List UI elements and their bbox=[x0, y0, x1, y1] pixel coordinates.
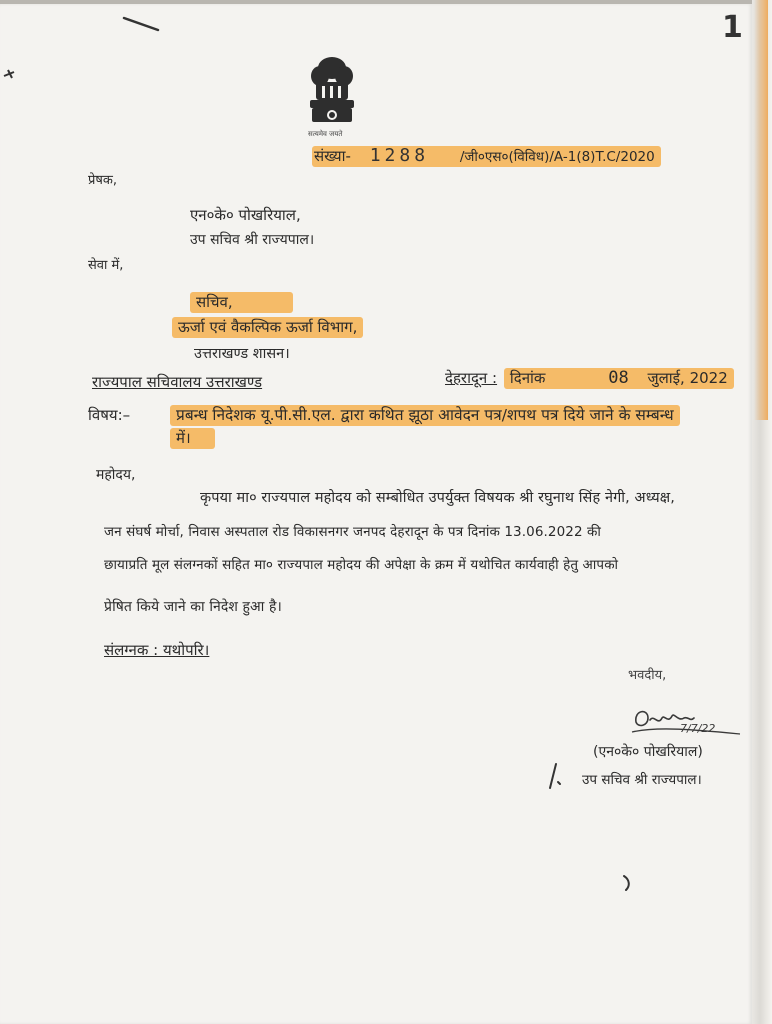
pen-dot-mark bbox=[2, 68, 20, 82]
body-line-4: प्रेषित किये जाने का निदेश हुआ है। bbox=[104, 599, 282, 615]
recipient-line1: सचिव, bbox=[190, 292, 293, 312]
recipient-line3: उत्तराखण्ड शासन। bbox=[194, 346, 290, 362]
closing-yours: भवदीय, bbox=[628, 668, 667, 683]
signature-date: 7/7/22 bbox=[680, 722, 716, 735]
signatory-name: (एन०के० पोखरियाल) bbox=[593, 744, 703, 760]
sender-label: प्रेषक, bbox=[88, 173, 118, 188]
date-label: दिनांक bbox=[509, 369, 546, 387]
sender-designation: उप सचिव श्री राज्यपाल। bbox=[190, 232, 315, 248]
recipient-line2: ऊर्जा एवं वैकल्पिक ऊर्जा विभाग, bbox=[172, 317, 363, 337]
body-line-2: जन संघर्ष मोर्चा, निवास अस्पताल रोड विकासनगर जनपद देहरादून के पत्र दिनांक 13.06.2022 की bbox=[104, 524, 602, 540]
tick-mark bbox=[544, 762, 566, 792]
pen-stroke-mark bbox=[620, 872, 634, 894]
reference-suffix: /जी०एस०(विविध)/A-1(8)T.C/2020 bbox=[459, 149, 655, 165]
date-day: 08 bbox=[608, 368, 629, 388]
sender-name: एन०के० पोखरियाल, bbox=[190, 206, 301, 224]
reference-line bbox=[312, 145, 661, 166]
reference-number: 1288 bbox=[369, 145, 430, 166]
date-month-year: जुलाई, 2022 bbox=[647, 369, 728, 387]
city-label: देहरादून : bbox=[445, 369, 498, 387]
recipient-label: सेवा में, bbox=[88, 258, 124, 273]
salutation: महोदय, bbox=[96, 467, 136, 483]
national-emblem-icon bbox=[300, 52, 364, 142]
reference-label: संख्या- bbox=[314, 147, 351, 165]
pen-stroke-mark bbox=[120, 12, 164, 36]
body-line-3: छायाप्रति मूल संलग्नकों सहित मा० राज्यपाल महोदय की अपेक्षा के क्रम में यथोचित कार्यवाही हेतु आपको bbox=[104, 557, 619, 573]
subject-line1: प्रबन्ध निदेशक यू.पी.सी.एल. द्वारा कथित झूठा आवेदन पत्र/शपथ पत्र दिये जाने के सम्बन्ध bbox=[170, 403, 680, 425]
signatory-designation: उप सचिव श्री राज्यपाल। bbox=[582, 772, 702, 788]
subject-label: विषय:– bbox=[88, 406, 131, 424]
enclosure: संलग्नक : यथोपरि। bbox=[104, 641, 210, 659]
body-line-1: कृपया मा० राज्यपाल महोदय को सम्बोधित उपर्युक्त विषयक श्री रघुनाथ सिंह नेगी, अध्यक्ष, bbox=[200, 490, 675, 506]
office-name: राज्यपाल सचिवालय उत्तराखण्ड bbox=[92, 373, 263, 391]
subject-line2: में। bbox=[170, 428, 215, 448]
page-number: 1 bbox=[722, 10, 743, 45]
place-date-line bbox=[445, 368, 734, 388]
page-edge-highlight bbox=[754, 0, 768, 420]
emblem-caption: सत्यमेव जयते bbox=[308, 130, 343, 138]
